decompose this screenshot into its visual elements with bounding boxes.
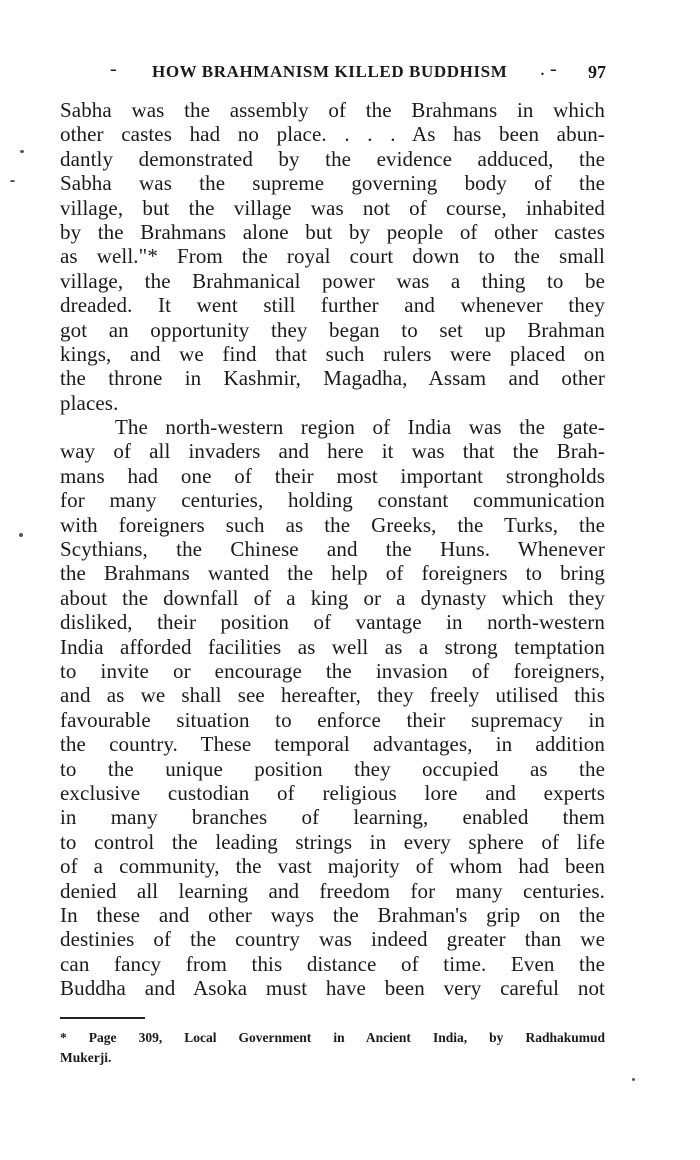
text-line: the Brahmans wanted the help of foreigners to bring [60, 561, 605, 586]
scan-speck [10, 180, 15, 182]
text-line: disliked, their position of vantage in north-western [60, 610, 605, 635]
text-line: kings, and we find that such rulers were placed on [60, 341, 605, 366]
text-line: dantly demonstrated by the evidence adduced, the [60, 146, 605, 171]
text-line: by the Brahmans alone but by people of other castes [60, 219, 605, 244]
text-line: can fancy from this distance of time. Even the [60, 951, 605, 976]
running-header [60, 58, 610, 86]
text-line: Scythians, the Chinese and the Huns. Whenever [60, 537, 605, 562]
text-line: the country. These temporal advantages, in addition [60, 732, 605, 757]
paragraph-start-line: The north-western region of India was the gate- [115, 415, 605, 440]
text-line: favourable situation to enforce their supremacy in [60, 707, 605, 732]
text-line: destinies of the country was indeed greater than we [60, 927, 605, 952]
running-title: HOW BRAHMANISM KILLED BUDDHISM [152, 62, 508, 81]
text-line: and as we shall see hereafter, they freely utilised this [60, 683, 605, 708]
text-line: Sabha was the supreme governing body of the [60, 171, 605, 196]
text-line: to the unique position they occupied as the [60, 756, 605, 781]
text-line: mans had one of their most important strongholds [60, 463, 605, 488]
text-line: village, but the village was not of course, inhabited [60, 195, 605, 220]
text-line: for many centuries, holding constant communication [60, 488, 605, 513]
text-line: way of all invaders and here it was that the Brah- [60, 439, 605, 464]
text-line: of a community, the vast majority of whom had been [60, 854, 605, 879]
body-text [60, 98, 605, 1000]
text-line: as well."* From the royal court down to the small [60, 244, 605, 269]
text-line: exclusive custodian of religious lore and experts [60, 780, 605, 805]
paragraph-end-line: places. [60, 390, 119, 415]
text-line: to invite or encourage the invasion of foreigners, [60, 658, 605, 683]
text-line: other castes had no place. . . . As has been abun- [60, 122, 605, 147]
footnote [60, 1028, 605, 1068]
scan-speck [632, 1078, 635, 1081]
text-line: Buddha and Asoka must have been very careful not [60, 976, 605, 1001]
text-line: about the downfall of a king or a dynasty which they [60, 585, 605, 610]
text-line: denied all learning and freedom for many centuries. [60, 878, 605, 903]
header-dash-left: - [110, 58, 117, 80]
text-line: got an opportunity they began to set up Brahman [60, 317, 605, 342]
text-line: dreaded. It went still further and whenever they [60, 293, 605, 318]
text-line: In these and other ways the Brahman's grip on the [60, 902, 605, 927]
footnote-line: Mukerji. [60, 1050, 112, 1065]
scan-speck [19, 533, 23, 537]
text-line: to control the leading strings in every sphere of life [60, 829, 605, 854]
text-line: in many branches of learning, enabled them [60, 805, 605, 830]
footnote-rule [60, 1017, 145, 1019]
text-line: village, the Brahmanical power was a thing to be [60, 268, 605, 293]
text-line: Sabha was the assembly of the Brahmans in which [60, 98, 605, 122]
page-number: 97 [588, 62, 606, 82]
text-line: the throne in Kashmir, Magadha, Assam and other [60, 366, 605, 391]
scan-speck [20, 150, 24, 153]
header-dash-right: . - [540, 58, 557, 80]
text-line: with foreigners such as the Greeks, the Turks, the [60, 512, 605, 537]
footnote-line: * Page 309, Local Government in Ancient India, by Radhakumud [60, 1030, 605, 1045]
text-line: India afforded facilities as well as a strong temptation [60, 634, 605, 659]
